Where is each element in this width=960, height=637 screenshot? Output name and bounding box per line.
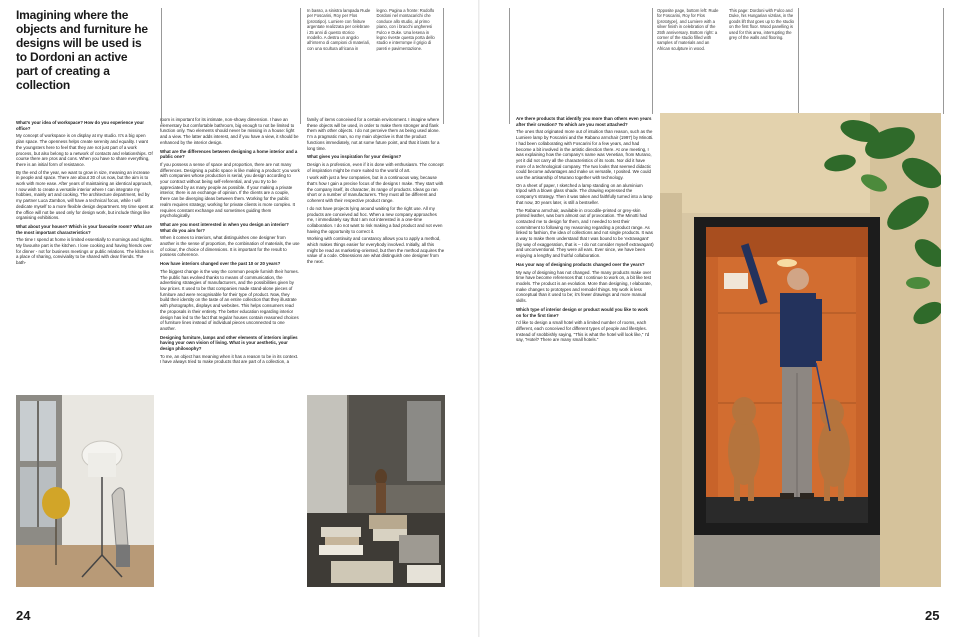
interview-question: Which type of interior design or product would you like to work on for the first time? <box>516 306 648 318</box>
interview-answer: Working with continuity and constancy allows you to apply a method, which makes things easier for everybody involved. Initially, all this might be read as marketing-oriented, but then the method acquires the value of a code. Obsessions are what distinguish one designer from the next. <box>307 236 445 265</box>
column-rule <box>443 8 444 124</box>
interview-answer: When it comes to interiors, what distinguishes one designer from another is the sense of proportion, the combination of materials, the use of colour, the choice of dimensions. It is important for the result to possess coherence. <box>160 235 300 258</box>
interview-answer: I’d like to design a small hotel with a limited number of rooms, each different, each conceived for different types of people and lifestyles. Instead of snobbishly saying, “This is what the hotel will look like,” I’d say, “Hotel? There are many small hotels.” <box>516 320 650 343</box>
article-column-right <box>516 113 654 589</box>
photo-lamps <box>16 395 154 587</box>
interview-answer: If you possess a sense of space and proportion, there are not many differences. Designing a public space is like making a product: you work with companies whose production is serial, you design according to your contract without being self-referential, and you try to be appreciated by as many people as possible. If your making a private interior, there is an exchange of opinion. If the clients are a couple, there can be diverging ideas between them. Working for the public realm requires strategy; working for private clients is more complex. It requires constant exchange and sometimes guiding them psychologically. <box>160 161 300 219</box>
interview-answer: family of items conceived for a certain environment. I imagine where these objects will be used, in order to make them stronger and flank them with other objects. I do not perceive them as being used alone. I’m a pragmatic man, so my main objective is that the product functions immediately, not at some future point, and that it lasts for a long time. <box>307 117 440 151</box>
interview-answer: The biggest change is the way the common people furnish their homes. The public has evolved thanks to means of communication, the advertising strategies of manufacturers, and the possibilities given by low prices. It used to be that companies made stand-alone pieces of furniture and were recognisable for their type of product. Now, they build their identity on the taste of an entire collection that they illustrate with photographs, displays and websites. This helps consumers read the proposals in their entirety. The better education regarding interior design has led to the fact that regular houses contain reasoned choices of furniture lines instead of individual pieces unconnected to one another. <box>160 268 299 331</box>
article-column-1 <box>16 117 154 392</box>
interview-question: Has your way of designing products changed over the years? <box>516 261 645 267</box>
column-rule <box>943 8 944 114</box>
interview-answer: On a sheet of paper, I sketched a lamp standing on an aluminium tripod with a blown glass shade. The drawing expressed the company’s strategy. Then it was taken and faithfully turned into a lamp that now, 30 years later, is still a bestseller. <box>516 182 653 205</box>
interview-answer: By the end of the year, we want to grow in size, meaning an increase in people and space. There are about 30 of us now, but the aim is to work with more ease. After years of maintaining an identical approach, I now wish to create a versatile interior where I can integrate my hobbies, mainly art and cooking. The architecture department, led by my partner Luca Zambon, will have a technical focus, while I will dedicate myself to a more flexible design department. My time spent at the office will not be used only for design work, but include things like organising exhibitions. <box>16 169 154 221</box>
article-column-2 <box>160 117 300 587</box>
interview-answer: I do not have projects lying around waiting for the right use. All my products are conceived ad hoc. When a new company approaches me, I immediately say that I am not interested in a one-time collaboration. I do not want to risk making a bad product and not even having the opportunity to correct it. <box>307 205 443 234</box>
headline: Imagining where the objects and furniture he designs will be used is to Dordoni an active part of creating a collection <box>16 8 148 92</box>
interview-answer: The Rabano armchair, available in crocodile-printed or grey-skin printed leather, was born almost out of provocation. The Minotti had contacted me to design for them, and I needed to test their commitment to following my reasoning regarding a product range. As linked to fashion, the idea of collections and not single products. It was a way to make them understand that I was bound to be ‘extravagant’ (by way of exaggeration, that is – I do not consider myself extravagant) and unconventional. They were all ears. Ever since, we have been enjoying a lengthy and fruitful collaboration. <box>516 207 654 259</box>
photo-caption-italian <box>307 8 440 118</box>
interview-answer: I work with just a few companies, but in a continuous way, because that’s how I gain a precise focus of the designs I make. They start with the company itself, its character, its range of products. Ideas go ran short or a number of manufacturers. They must all be different and coherent with their respective product range. <box>307 175 444 204</box>
interview-answer: My way of designing has not changed. The many products make over time have become references that I continue to work on, a bit like test models. The product is an evolution. More than designing, I elaborate, make changes to prototypes and remodel things. My work is less conceptual than it used to be; it’s fewer drawings and more manual skills. <box>516 269 652 304</box>
interview-answer: To me, an object has meaning when it has a reason to be in its context. I have always tried to make products that are part of a collection, a <box>160 353 299 365</box>
caption-text: In basso, a sinistra lampada Rude per Foscarini, Roy per Flos (prototipo). Lumiere con finiture argentate realizzata per celebrare i 25 anni di questo storico modello. A destra un angolo all’interno di campioni di materiali, con una scultura africana in legno. Pagina a fronte: Rodolfo Dordoni nel montacarichi che conduce allo studio, al primo piano, con i bracchi ungheresi Fulco e Duke. Una lesena in legno riveste questa porta dello studio e interrompe il grigio di pareti e pavimentazione. <box>307 8 435 51</box>
column-rule <box>509 8 510 124</box>
interview-answer: room is important for its intimate, non-showy dimension. I have an elementary but comfortable bathroom, big enough to not be limited to function only. Two elements should never be missing in a house: light and a view. The latter adds interest, and if you have a view, it should be enhanced by the interior design. <box>160 117 299 145</box>
interview-question: What’s your idea of workspace? How do you experience your office? <box>16 120 144 131</box>
photo-dordoni-lift <box>660 113 941 587</box>
column-rule <box>652 8 653 114</box>
photo-studio-corner <box>307 395 445 587</box>
interview-answer: The ones that originated more out of intuition than reason, such as the Lumiere lamp by Foscarini and the Rabano armchair (1997) by Minotti. I had been collaborating with Foscarini for a few years, and had become a bit involved in the artistic direction there. At one meeting, I was explaining how the company’s name was Venetian, from Murano, yet it did not carry all the characteristics of its roots. Nor did it have more of a technological company. The two looks that seemed didactic could become advantages and make us versatile, I posited. We could use the artisanship of Murano together with technology. <box>516 129 654 181</box>
column-rule <box>798 8 799 114</box>
page-number: 24 <box>16 608 31 623</box>
interview-question: What gives you inspiration for your designs? <box>307 154 402 160</box>
article-column-3 <box>307 117 445 392</box>
page-number: 25 <box>925 608 940 623</box>
right-page <box>480 0 960 637</box>
interview-question: Are there products that identify you more than others even years after their creation? To which are you most attached? <box>516 116 652 127</box>
photo-caption-english-a <box>657 8 723 108</box>
interview-question: Designing furniture, lamps and other elements of interiors implies having your own vision of living. What is your aesthetic, your design philosophy? <box>160 334 298 352</box>
interview-question: What are you most interested in when you design an interior? What do you aim for? <box>160 221 289 233</box>
interview-question: What are the differences between designing a home interior and a public one? <box>160 148 298 160</box>
interview-question: How have interiors changed over the past 10 or 20 years? <box>160 261 281 267</box>
interview-answer: My concept of workspace is on display at my studio. It’s a big open plan space. The openness helps create serenity and equality. I want the youngsters here to feel that they are not just part of a work process, but also belong to a network of contacts and relationships. Of course there are pros and cons. When you have to share everything, there is an initial form of resistance. <box>16 133 153 167</box>
column-rule <box>300 8 301 124</box>
interview-answer: The time I spend at home is limited essentially to mornings and nights. My favourite part is the kitchen. I love cooking and having friends over for dinner - not for business meetings or public relations. The kitchen is a place of sharing, conviviality to be shared with dear friends. The bath- <box>16 237 154 266</box>
photo-caption-english-b <box>729 8 795 108</box>
caption-text: This page: Dordoni with Fulco and Duke, his Hungarian vizslas, in the goods lift that goes up to the studio on the first floor. Wood panelling is used for this area, interrupting the grey of the walls and flooring. <box>729 8 794 41</box>
interview-question: What about your house? Which is your favourite room? What are the most important characteristics? <box>16 223 152 235</box>
column-rule <box>161 8 162 124</box>
caption-text: Opposite page, bottom left: Rude for Foscarini, Roy for Flos (prototype), and Lumiere with a silver finish in celebration of the 25th anniversary. Bottom right: a corner of the studio filled with samples of materials and an African sculpture in wood. <box>657 8 719 51</box>
interview-answer: Design is a profession, even if it is done with enthusiasm. The concept of inspiration might be more suited to the world of art. <box>307 161 444 173</box>
